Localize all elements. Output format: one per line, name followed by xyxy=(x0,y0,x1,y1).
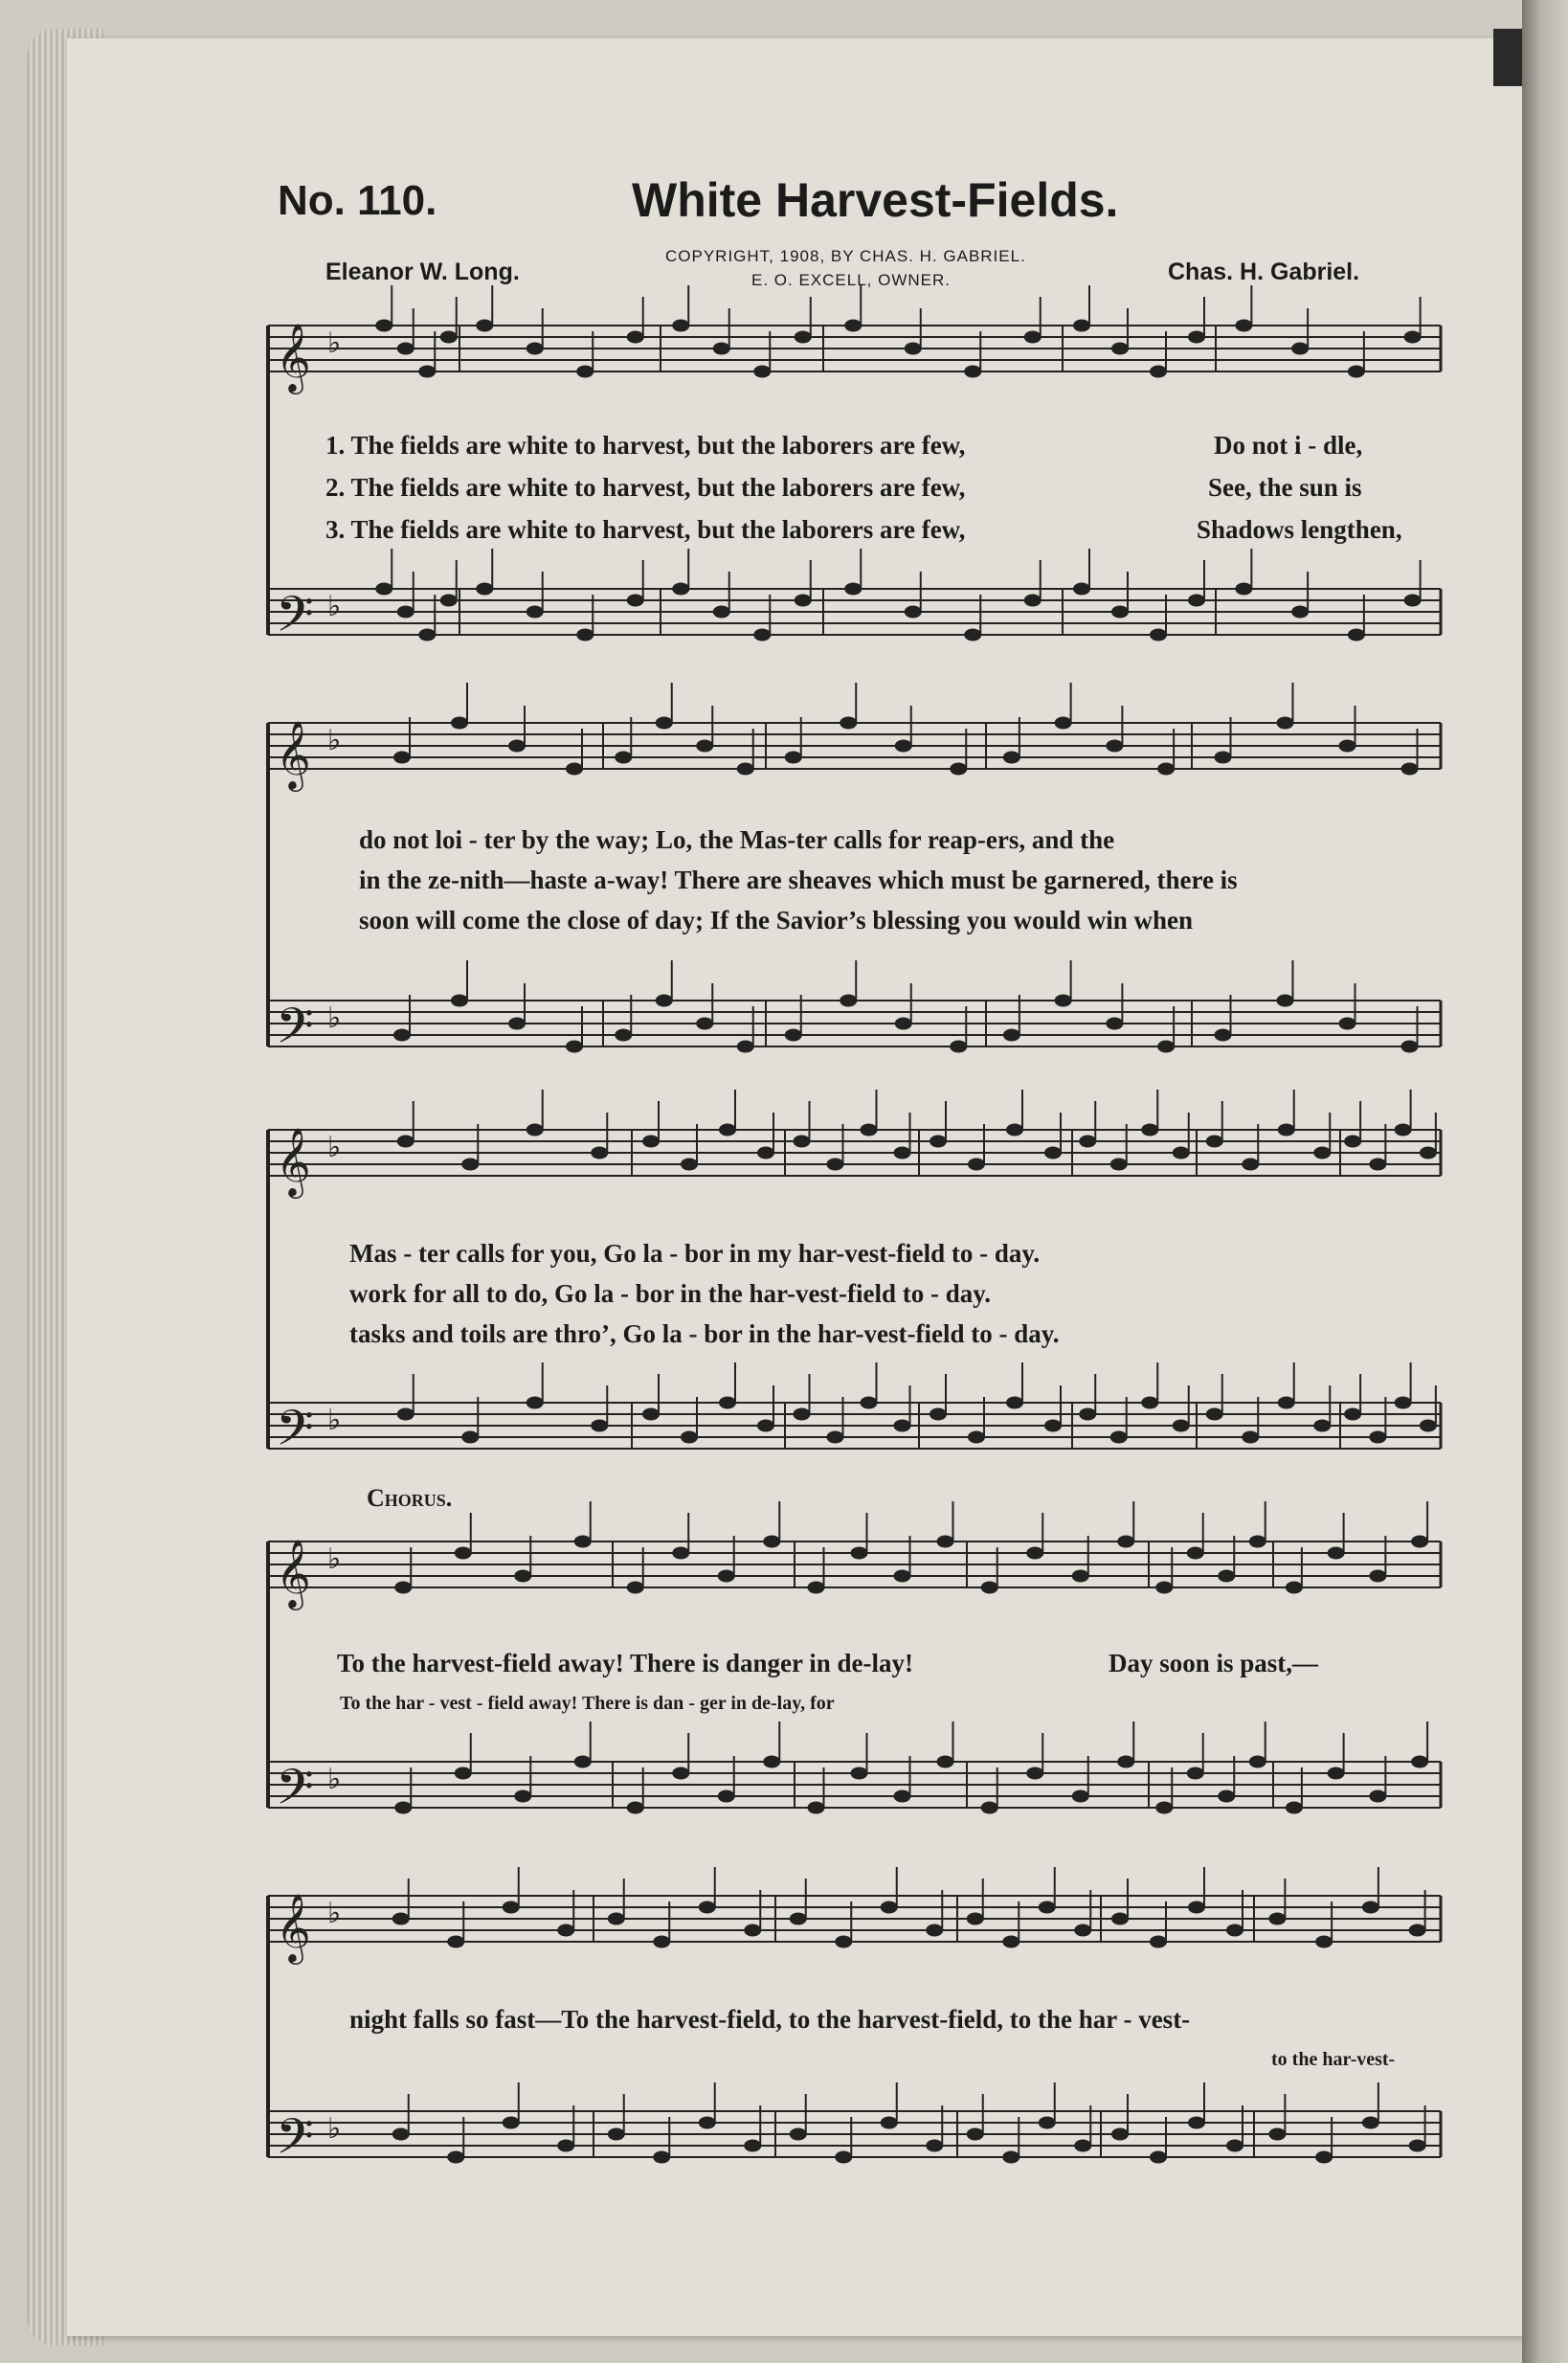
note-head xyxy=(1055,995,1072,1007)
note-head xyxy=(964,629,981,641)
note-head xyxy=(719,1124,736,1136)
note-head xyxy=(1395,1397,1412,1409)
note-head xyxy=(719,1397,736,1409)
note-head xyxy=(1268,2128,1286,2141)
note-head xyxy=(699,2117,716,2129)
note-head xyxy=(1286,1802,1303,1814)
note-head xyxy=(1315,2151,1333,2164)
chorus-line1-end: Day soon is past,— xyxy=(1109,1649,1319,1677)
note-head xyxy=(447,1936,464,1948)
note-head xyxy=(1348,366,1365,378)
note-head xyxy=(375,583,392,596)
flat-key-signature-icon: ♭ xyxy=(327,1542,342,1576)
note-head xyxy=(718,1790,735,1803)
note-head xyxy=(397,1136,414,1148)
note-head xyxy=(455,1547,472,1560)
note-head xyxy=(968,1431,985,1444)
note-head xyxy=(895,740,912,753)
note-head xyxy=(835,2151,852,2164)
treble-clef-icon: 𝄞 xyxy=(276,719,311,789)
verse2-line3: work for all to do, Go la - bor in the har-vest-field to - day. xyxy=(349,1279,991,1308)
note-head xyxy=(1150,366,1167,378)
note-head xyxy=(1157,763,1175,776)
note-head xyxy=(844,583,862,596)
note-head xyxy=(451,717,468,730)
note-head xyxy=(394,1802,412,1814)
verse2-line1-end: See, the sun is xyxy=(1208,473,1362,502)
note-head xyxy=(1339,1018,1356,1030)
note-head xyxy=(808,1802,825,1814)
note-head xyxy=(851,1767,868,1780)
note-head xyxy=(1344,1408,1361,1421)
note-head xyxy=(393,1029,411,1042)
note-head xyxy=(937,1536,954,1548)
flat-key-signature-icon: ♭ xyxy=(327,590,342,623)
flat-key-signature-icon: ♭ xyxy=(327,1404,342,1437)
note-head xyxy=(1291,343,1309,355)
note-head xyxy=(508,1018,526,1030)
verse1-line1-end: Do not i - dle, xyxy=(1214,431,1363,460)
copyright-line: COPYRIGHT, 1908, BY CHAS. H. GABRIEL. xyxy=(665,247,1026,265)
note-head xyxy=(1157,1041,1175,1053)
chorus-label: Chorus. xyxy=(367,1484,453,1512)
note-head xyxy=(503,2117,520,2129)
note-head xyxy=(672,1547,689,1560)
note-head xyxy=(795,331,812,344)
note-head xyxy=(1110,1431,1128,1444)
note-head xyxy=(737,763,754,776)
bass-clef-icon: 𝄢 xyxy=(276,997,314,1067)
chorus-line1: To the harvest-field away! There is danger in de-lay! xyxy=(337,1649,914,1677)
note-head xyxy=(1072,1570,1089,1583)
flat-key-signature-icon: ♭ xyxy=(327,1763,342,1796)
note-head xyxy=(1344,1136,1361,1148)
note-head xyxy=(1155,1582,1173,1594)
note-head xyxy=(1218,1790,1235,1803)
note-head xyxy=(455,1767,472,1780)
note-head xyxy=(392,2128,410,2141)
note-head xyxy=(930,1136,947,1148)
note-head xyxy=(696,1018,713,1030)
note-head xyxy=(1024,331,1042,344)
note-head xyxy=(476,583,493,596)
note-head xyxy=(451,995,468,1007)
note-head xyxy=(1215,752,1232,764)
note-head xyxy=(905,343,922,355)
verse2-line1: 2. The fields are white to harvest, but the laborers are few, xyxy=(325,473,966,502)
note-head xyxy=(930,1408,947,1421)
note-head xyxy=(681,1159,698,1171)
note-head xyxy=(514,1790,531,1803)
note-head xyxy=(713,343,730,355)
note-head xyxy=(440,595,458,607)
note-head xyxy=(1006,1124,1023,1136)
note-head xyxy=(1106,740,1123,753)
note-head xyxy=(699,1902,716,1914)
note-head xyxy=(653,2151,670,2164)
note-head xyxy=(968,1159,985,1171)
note-head xyxy=(905,606,922,619)
note-head xyxy=(672,583,689,596)
note-head xyxy=(574,1756,592,1768)
note-head xyxy=(881,1902,898,1914)
note-head xyxy=(1286,1582,1303,1594)
note-head xyxy=(1073,583,1090,596)
note-head xyxy=(1117,1756,1134,1768)
note-head xyxy=(981,1802,998,1814)
note-head xyxy=(642,1136,660,1148)
note-head xyxy=(1173,1420,1190,1432)
note-head xyxy=(894,1147,911,1159)
flat-key-signature-icon: ♭ xyxy=(327,724,342,757)
note-head xyxy=(1073,320,1090,332)
note-head xyxy=(1044,1147,1062,1159)
note-head xyxy=(526,606,544,619)
note-head xyxy=(447,2151,464,2164)
note-head xyxy=(950,763,967,776)
note-head xyxy=(1187,1547,1204,1560)
note-head xyxy=(1362,1902,1379,1914)
treble-clef-icon: 𝄞 xyxy=(276,1538,311,1608)
note-head xyxy=(418,366,436,378)
note-head xyxy=(1218,1570,1235,1583)
note-head xyxy=(696,740,713,753)
note-head xyxy=(440,331,458,344)
note-head xyxy=(1420,1147,1437,1159)
note-head xyxy=(566,763,583,776)
note-head xyxy=(1024,595,1042,607)
note-head xyxy=(1074,1924,1091,1937)
note-head xyxy=(1072,1790,1089,1803)
note-head xyxy=(1079,1136,1096,1148)
note-head xyxy=(1278,1397,1295,1409)
note-head xyxy=(713,606,730,619)
chorus-line2: night falls so fast—To the harvest-field, to the harvest-field, to the har - vest- xyxy=(349,2005,1191,2034)
note-head xyxy=(1313,1147,1331,1159)
note-head xyxy=(794,1408,811,1421)
note-head xyxy=(627,331,644,344)
treble-clef-icon: 𝄞 xyxy=(276,1892,311,1962)
note-head xyxy=(844,320,862,332)
note-head xyxy=(1003,1029,1020,1042)
note-head xyxy=(1110,1159,1128,1171)
note-head xyxy=(967,2128,984,2141)
note-head xyxy=(1206,1136,1223,1148)
note-head xyxy=(1006,1397,1023,1409)
note-head xyxy=(1150,629,1167,641)
note-head xyxy=(861,1397,878,1409)
verse1-line1: 1. The fields are white to harvest, but the laborers are few, xyxy=(325,431,966,460)
flat-key-signature-icon: ♭ xyxy=(327,1897,342,1930)
note-head xyxy=(1002,2151,1019,2164)
note-head xyxy=(672,1767,689,1780)
note-head xyxy=(1411,1756,1428,1768)
note-head xyxy=(840,717,857,730)
note-head xyxy=(1111,1913,1129,1925)
note-head xyxy=(514,1570,531,1583)
note-head xyxy=(967,1913,984,1925)
bass-clef-icon: 𝄢 xyxy=(276,1399,314,1469)
note-head xyxy=(627,1582,644,1594)
note-head xyxy=(1401,763,1419,776)
hymn-number: No. 110. xyxy=(278,177,437,224)
note-head xyxy=(1369,1159,1386,1171)
note-head xyxy=(1348,629,1365,641)
note-head xyxy=(508,740,526,753)
treble-clef-icon: 𝄞 xyxy=(276,1126,311,1196)
note-head xyxy=(1409,2140,1426,2152)
hymn-title: White Harvest-Fields. xyxy=(632,173,1119,227)
note-head xyxy=(574,1536,592,1548)
note-head xyxy=(1079,1408,1096,1421)
verse2-line2: in the ze-nith—haste a-way! There are sheaves which must be garnered, there is xyxy=(359,866,1238,894)
note-head xyxy=(392,1913,410,1925)
note-head xyxy=(790,1913,807,1925)
note-head xyxy=(1369,1570,1386,1583)
note-head xyxy=(1235,320,1252,332)
flat-key-signature-icon: ♭ xyxy=(327,1001,342,1035)
copyright-owner-line: E. O. EXCELL, OWNER. xyxy=(751,271,951,289)
note-head xyxy=(576,366,594,378)
note-head xyxy=(576,629,594,641)
note-head xyxy=(1404,331,1422,344)
note-head xyxy=(1111,343,1129,355)
note-head xyxy=(1206,1408,1223,1421)
note-head xyxy=(1039,2117,1056,2129)
note-head xyxy=(1249,1756,1266,1768)
note-head xyxy=(656,717,673,730)
bass-clef-icon: 𝄢 xyxy=(276,585,314,655)
note-head xyxy=(653,1936,670,1948)
note-head xyxy=(1242,1431,1259,1444)
note-head xyxy=(835,1936,852,1948)
note-head xyxy=(608,2128,625,2141)
note-head xyxy=(881,2117,898,2129)
note-head xyxy=(1395,1124,1412,1136)
verse1-line3: Mas - ter calls for you, Go la - bor in my har-vest-field to - day. xyxy=(349,1239,1041,1268)
note-head xyxy=(672,320,689,332)
note-head xyxy=(794,1136,811,1148)
note-head xyxy=(1188,1902,1205,1914)
note-head xyxy=(1215,1029,1232,1042)
treble-clef-icon: 𝄞 xyxy=(276,322,311,392)
note-head xyxy=(1026,1767,1043,1780)
note-head xyxy=(627,1802,644,1814)
note-head xyxy=(840,995,857,1007)
note-head xyxy=(615,1029,632,1042)
note-head xyxy=(718,1570,735,1583)
note-head xyxy=(461,1431,479,1444)
note-head xyxy=(964,366,981,378)
note-head xyxy=(926,1924,943,1937)
note-head xyxy=(1002,1936,1019,1948)
note-head xyxy=(642,1408,660,1421)
note-head xyxy=(937,1756,954,1768)
note-head xyxy=(1249,1536,1266,1548)
note-head xyxy=(1268,1913,1286,1925)
note-head xyxy=(861,1124,878,1136)
note-head xyxy=(557,2140,574,2152)
note-head xyxy=(1150,2151,1167,2164)
verse3-line2: soon will come the close of day; If the Savior’s blessing you would win when xyxy=(359,906,1194,934)
note-head xyxy=(737,1041,754,1053)
note-head xyxy=(744,2140,761,2152)
note-head xyxy=(526,1124,544,1136)
note-head xyxy=(1188,595,1205,607)
note-head xyxy=(1409,1924,1426,1937)
note-head xyxy=(950,1041,967,1053)
note-head xyxy=(615,752,632,764)
bass-clef-icon: 𝄢 xyxy=(276,2107,314,2177)
note-head xyxy=(744,1924,761,1937)
note-head xyxy=(1420,1420,1437,1432)
note-head xyxy=(1328,1547,1345,1560)
note-head xyxy=(461,1159,479,1171)
note-head xyxy=(926,2140,943,2152)
note-head xyxy=(557,1924,574,1937)
note-head xyxy=(1226,1924,1243,1937)
note-head xyxy=(1111,2128,1129,2141)
note-head xyxy=(1401,1041,1419,1053)
note-head xyxy=(397,606,414,619)
note-head xyxy=(375,320,392,332)
verse3-line3: tasks and toils are thro’, Go la - bor in the har-vest-field to - day. xyxy=(349,1319,1060,1348)
note-head xyxy=(1039,1902,1056,1914)
note-head xyxy=(895,1018,912,1030)
note-head xyxy=(1188,331,1205,344)
note-head xyxy=(608,1913,625,1925)
note-head xyxy=(1173,1147,1190,1159)
note-head xyxy=(1141,1124,1158,1136)
note-head xyxy=(1187,1767,1204,1780)
note-head xyxy=(1277,995,1294,1007)
note-head xyxy=(1369,1790,1386,1803)
composer-credit: Chas. H. Gabriel. xyxy=(1168,259,1360,285)
note-head xyxy=(1226,2140,1243,2152)
note-head xyxy=(526,343,544,355)
note-head xyxy=(1026,1547,1043,1560)
note-head xyxy=(808,1582,825,1594)
note-head xyxy=(1404,595,1422,607)
lyricist-credit: Eleanor W. Long. xyxy=(325,259,520,285)
note-head xyxy=(1003,752,1020,764)
note-head xyxy=(1106,1018,1123,1030)
note-head xyxy=(894,1790,911,1803)
note-head xyxy=(757,1147,774,1159)
note-head xyxy=(1362,2117,1379,2129)
note-head xyxy=(656,995,673,1007)
note-head xyxy=(785,752,802,764)
note-head xyxy=(397,343,414,355)
note-head xyxy=(1141,1397,1158,1409)
bass-clef-icon: 𝄢 xyxy=(276,1758,314,1828)
note-head xyxy=(894,1570,911,1583)
note-head xyxy=(1111,606,1129,619)
note-head xyxy=(1155,1802,1173,1814)
note-head xyxy=(763,1536,780,1548)
note-head xyxy=(894,1420,911,1432)
note-head xyxy=(591,1420,608,1432)
note-head xyxy=(1411,1536,1428,1548)
note-head xyxy=(394,1582,412,1594)
note-head xyxy=(753,366,771,378)
chorus-bass-line2: to the har-vest- xyxy=(1271,2049,1396,2070)
note-head xyxy=(476,320,493,332)
note-head xyxy=(503,1902,520,1914)
note-head xyxy=(827,1159,844,1171)
note-head xyxy=(795,595,812,607)
note-head xyxy=(1242,1159,1259,1171)
note-head xyxy=(1117,1536,1134,1548)
note-head xyxy=(1291,606,1309,619)
note-head xyxy=(627,595,644,607)
note-head xyxy=(1278,1124,1295,1136)
flat-key-signature-icon: ♭ xyxy=(327,1131,342,1164)
verse3-line1: 3. The fields are white to harvest, but the laborers are few, xyxy=(325,515,966,544)
note-head xyxy=(591,1147,608,1159)
note-head xyxy=(397,1408,414,1421)
note-head xyxy=(1235,583,1252,596)
note-head xyxy=(1188,2117,1205,2129)
verse1-line2: do not loi - ter by the way; Lo, the Mas-ter calls for reap-ers, and the xyxy=(359,825,1115,854)
note-head xyxy=(1339,740,1356,753)
chorus-bass-line1: To the har - vest - field away! There is dan - ger in de-lay, for xyxy=(340,1693,835,1714)
note-head xyxy=(757,1420,774,1432)
note-head xyxy=(1369,1431,1386,1444)
note-head xyxy=(566,1041,583,1053)
note-head xyxy=(851,1547,868,1560)
flat-key-signature-icon: ♭ xyxy=(327,2112,342,2146)
note-head xyxy=(753,629,771,641)
note-head xyxy=(1055,717,1072,730)
note-head xyxy=(1150,1936,1167,1948)
note-head xyxy=(1328,1767,1345,1780)
note-head xyxy=(827,1431,844,1444)
note-head xyxy=(1313,1420,1331,1432)
note-head xyxy=(526,1397,544,1409)
note-head xyxy=(393,752,411,764)
note-head xyxy=(785,1029,802,1042)
note-head xyxy=(681,1431,698,1444)
note-head xyxy=(763,1756,780,1768)
note-head xyxy=(1044,1420,1062,1432)
note-head xyxy=(981,1582,998,1594)
note-head xyxy=(1074,2140,1091,2152)
note-head xyxy=(1315,1936,1333,1948)
flat-key-signature-icon: ♭ xyxy=(327,326,342,360)
note-head xyxy=(790,2128,807,2141)
verse3-line1-end: Shadows lengthen, xyxy=(1197,515,1402,544)
note-head xyxy=(1277,717,1294,730)
note-head xyxy=(418,629,436,641)
